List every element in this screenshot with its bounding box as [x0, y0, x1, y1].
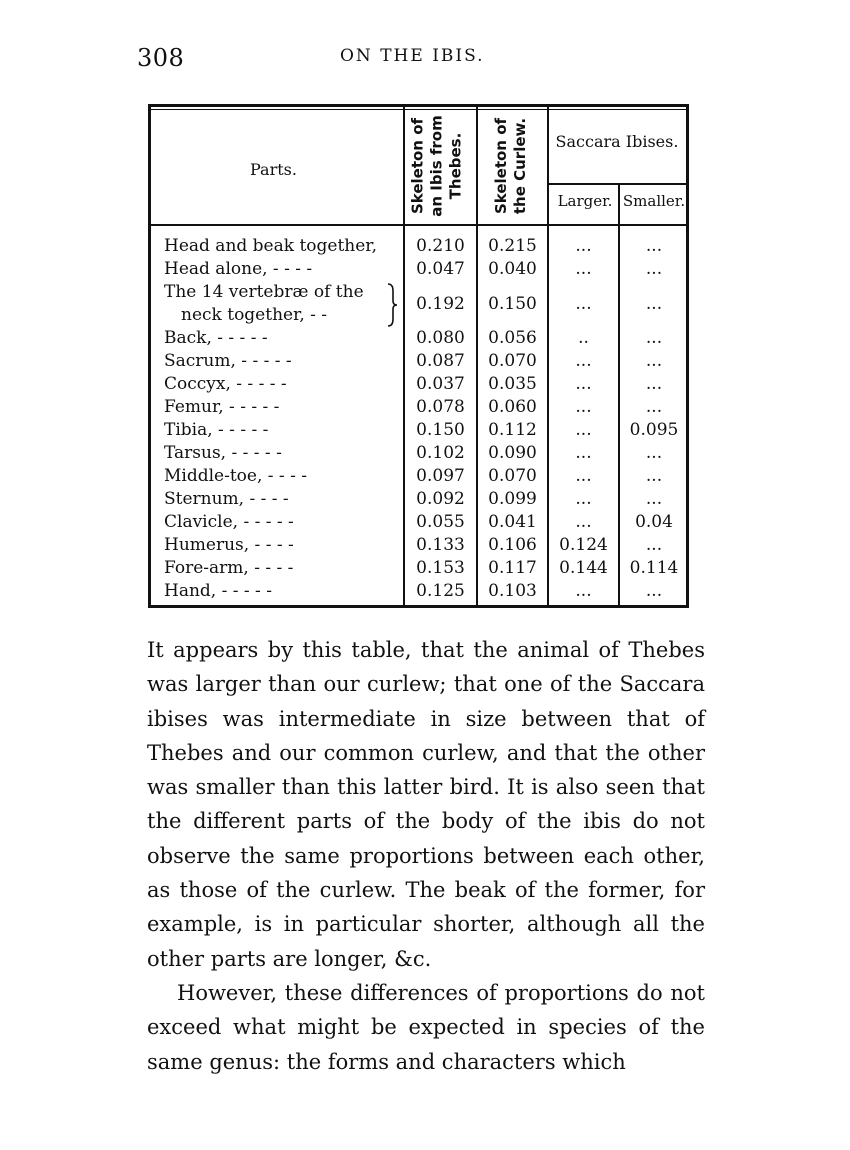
header-curlew-wrap — [486, 111, 536, 221]
value-curlew: 0.103 — [488, 581, 537, 601]
value-smaller: ... — [645, 443, 663, 463]
part-label: Sternum, - - - - — [164, 489, 289, 509]
value-smaller: ... — [645, 397, 663, 417]
value-curlew: 0.056 — [488, 328, 537, 348]
value-larger: ... — [575, 259, 592, 279]
value-larger: ... — [575, 351, 592, 371]
value-thebes: 0.210 — [416, 236, 465, 256]
value-larger: 0.144 — [559, 558, 608, 578]
value-smaller: 0.04 — [635, 512, 673, 532]
part-label: The 14 vertebræ of the — [164, 282, 364, 302]
header-thebes-wrap — [408, 111, 466, 221]
paragraph: However, these differences of proportions do not exceed what might be expected in species of the same genus: the forms and characters which — [147, 980, 705, 1074]
part-label: Hand, - - - - - — [164, 581, 272, 601]
part-label: Middle-toe, - - - - — [164, 466, 307, 486]
part-label: Sacrum, - - - - - — [164, 351, 292, 371]
header-parts: Parts. — [250, 160, 297, 179]
value-curlew: 0.035 — [488, 374, 537, 394]
header-smaller: Smaller. — [622, 192, 686, 210]
value-thebes: 0.102 — [416, 443, 465, 463]
value-thebes: 0.092 — [416, 489, 465, 509]
value-larger: ... — [575, 512, 592, 532]
value-smaller: 0.095 — [629, 420, 679, 440]
value-curlew: 0.070 — [488, 466, 537, 486]
part-label: Fore-arm, - - - - — [164, 558, 294, 578]
value-larger: ... — [575, 420, 592, 440]
value-smaller: ... — [645, 535, 663, 555]
value-smaller: ... — [645, 374, 663, 394]
value-larger: ... — [575, 489, 592, 509]
value-thebes: 0.047 — [416, 259, 465, 279]
value-smaller: ... — [645, 259, 663, 279]
page-number: 308 — [137, 44, 185, 72]
part-label: Clavicle, - - - - - — [164, 512, 294, 532]
value-smaller: ... — [645, 351, 663, 371]
value-curlew: 0.112 — [488, 420, 537, 440]
value-thebes: 0.087 — [416, 351, 465, 371]
header-larger: Larger. — [557, 192, 613, 210]
brace-icon — [386, 283, 398, 327]
value-curlew: 0.070 — [488, 351, 537, 371]
header-curlew: Skeleton of the Curlew. — [492, 117, 529, 215]
value-larger: .. — [578, 328, 589, 348]
part-label: Tibia, - - - - - — [164, 420, 269, 440]
value-larger: ... — [575, 293, 592, 314]
value-thebes: 0.125 — [416, 581, 465, 601]
header-thebes: Skeleton of an Ibis from Thebes. — [408, 115, 465, 217]
part-label: Humerus, - - - - — [164, 535, 294, 555]
part-label: Coccyx, - - - - - — [164, 374, 287, 394]
part-label: Head alone, - - - - — [164, 259, 313, 279]
value-thebes: 0.097 — [416, 466, 465, 486]
value-curlew: 0.150 — [488, 293, 537, 314]
part-label-continued: neck together, - - — [181, 305, 328, 325]
part-label: Back, - - - - - — [164, 328, 268, 348]
value-curlew: 0.090 — [488, 443, 537, 463]
value-larger: ... — [575, 236, 592, 256]
header-saccara: Saccara Ibises. — [555, 132, 679, 151]
value-smaller: ... — [645, 581, 663, 601]
value-curlew: 0.117 — [488, 558, 537, 578]
part-label: Femur, - - - - - — [164, 397, 280, 417]
value-smaller: ... — [645, 236, 663, 256]
value-smaller: ... — [645, 328, 663, 348]
table-rule-saccara — [549, 183, 689, 185]
value-curlew: 0.099 — [488, 489, 537, 509]
part-label: Tarsus, - - - - - — [164, 443, 282, 463]
value-smaller: ... — [645, 466, 663, 486]
table-rule-top-inner — [151, 109, 686, 110]
value-curlew: 0.060 — [488, 397, 537, 417]
value-curlew: 0.106 — [488, 535, 537, 555]
value-thebes: 0.080 — [416, 328, 465, 348]
value-larger: 0.124 — [559, 535, 608, 555]
value-curlew: 0.041 — [488, 512, 537, 532]
value-thebes: 0.055 — [416, 512, 465, 532]
value-thebes: 0.078 — [416, 397, 465, 417]
value-larger: ... — [575, 374, 592, 394]
part-label: Head and beak together, — [164, 236, 377, 256]
value-larger: ... — [575, 466, 592, 486]
running-head: ON THE IBIS. — [340, 46, 485, 66]
body-text — [147, 633, 705, 1079]
value-thebes: 0.133 — [416, 535, 465, 555]
value-larger: ... — [575, 397, 592, 417]
value-larger: ... — [575, 581, 592, 601]
value-curlew: 0.040 — [488, 259, 537, 279]
value-curlew: 0.215 — [488, 236, 537, 256]
value-thebes: 0.037 — [416, 374, 465, 394]
paragraph: It appears by this table, that the animal of Thebes was larger than our curlew; that one of the Saccara ibises was intermediate in size between that of Thebes and our common curlew, and that the other was smaller than this latter bird. It is also seen that the different parts of the body of the ibis do not observe the same proportions between each other, as those of the curlew. The beak of the former, for example, is in particular shorter, although all the other parts are longer, &c. — [147, 638, 705, 971]
value-thebes: 0.150 — [416, 420, 465, 440]
value-smaller: 0.114 — [629, 558, 679, 578]
table-rule-header — [151, 224, 686, 226]
value-larger: ... — [575, 443, 592, 463]
value-thebes: 0.153 — [416, 558, 465, 578]
value-smaller: ... — [645, 489, 663, 509]
value-thebes: 0.192 — [416, 293, 465, 314]
value-smaller: ... — [645, 293, 663, 314]
